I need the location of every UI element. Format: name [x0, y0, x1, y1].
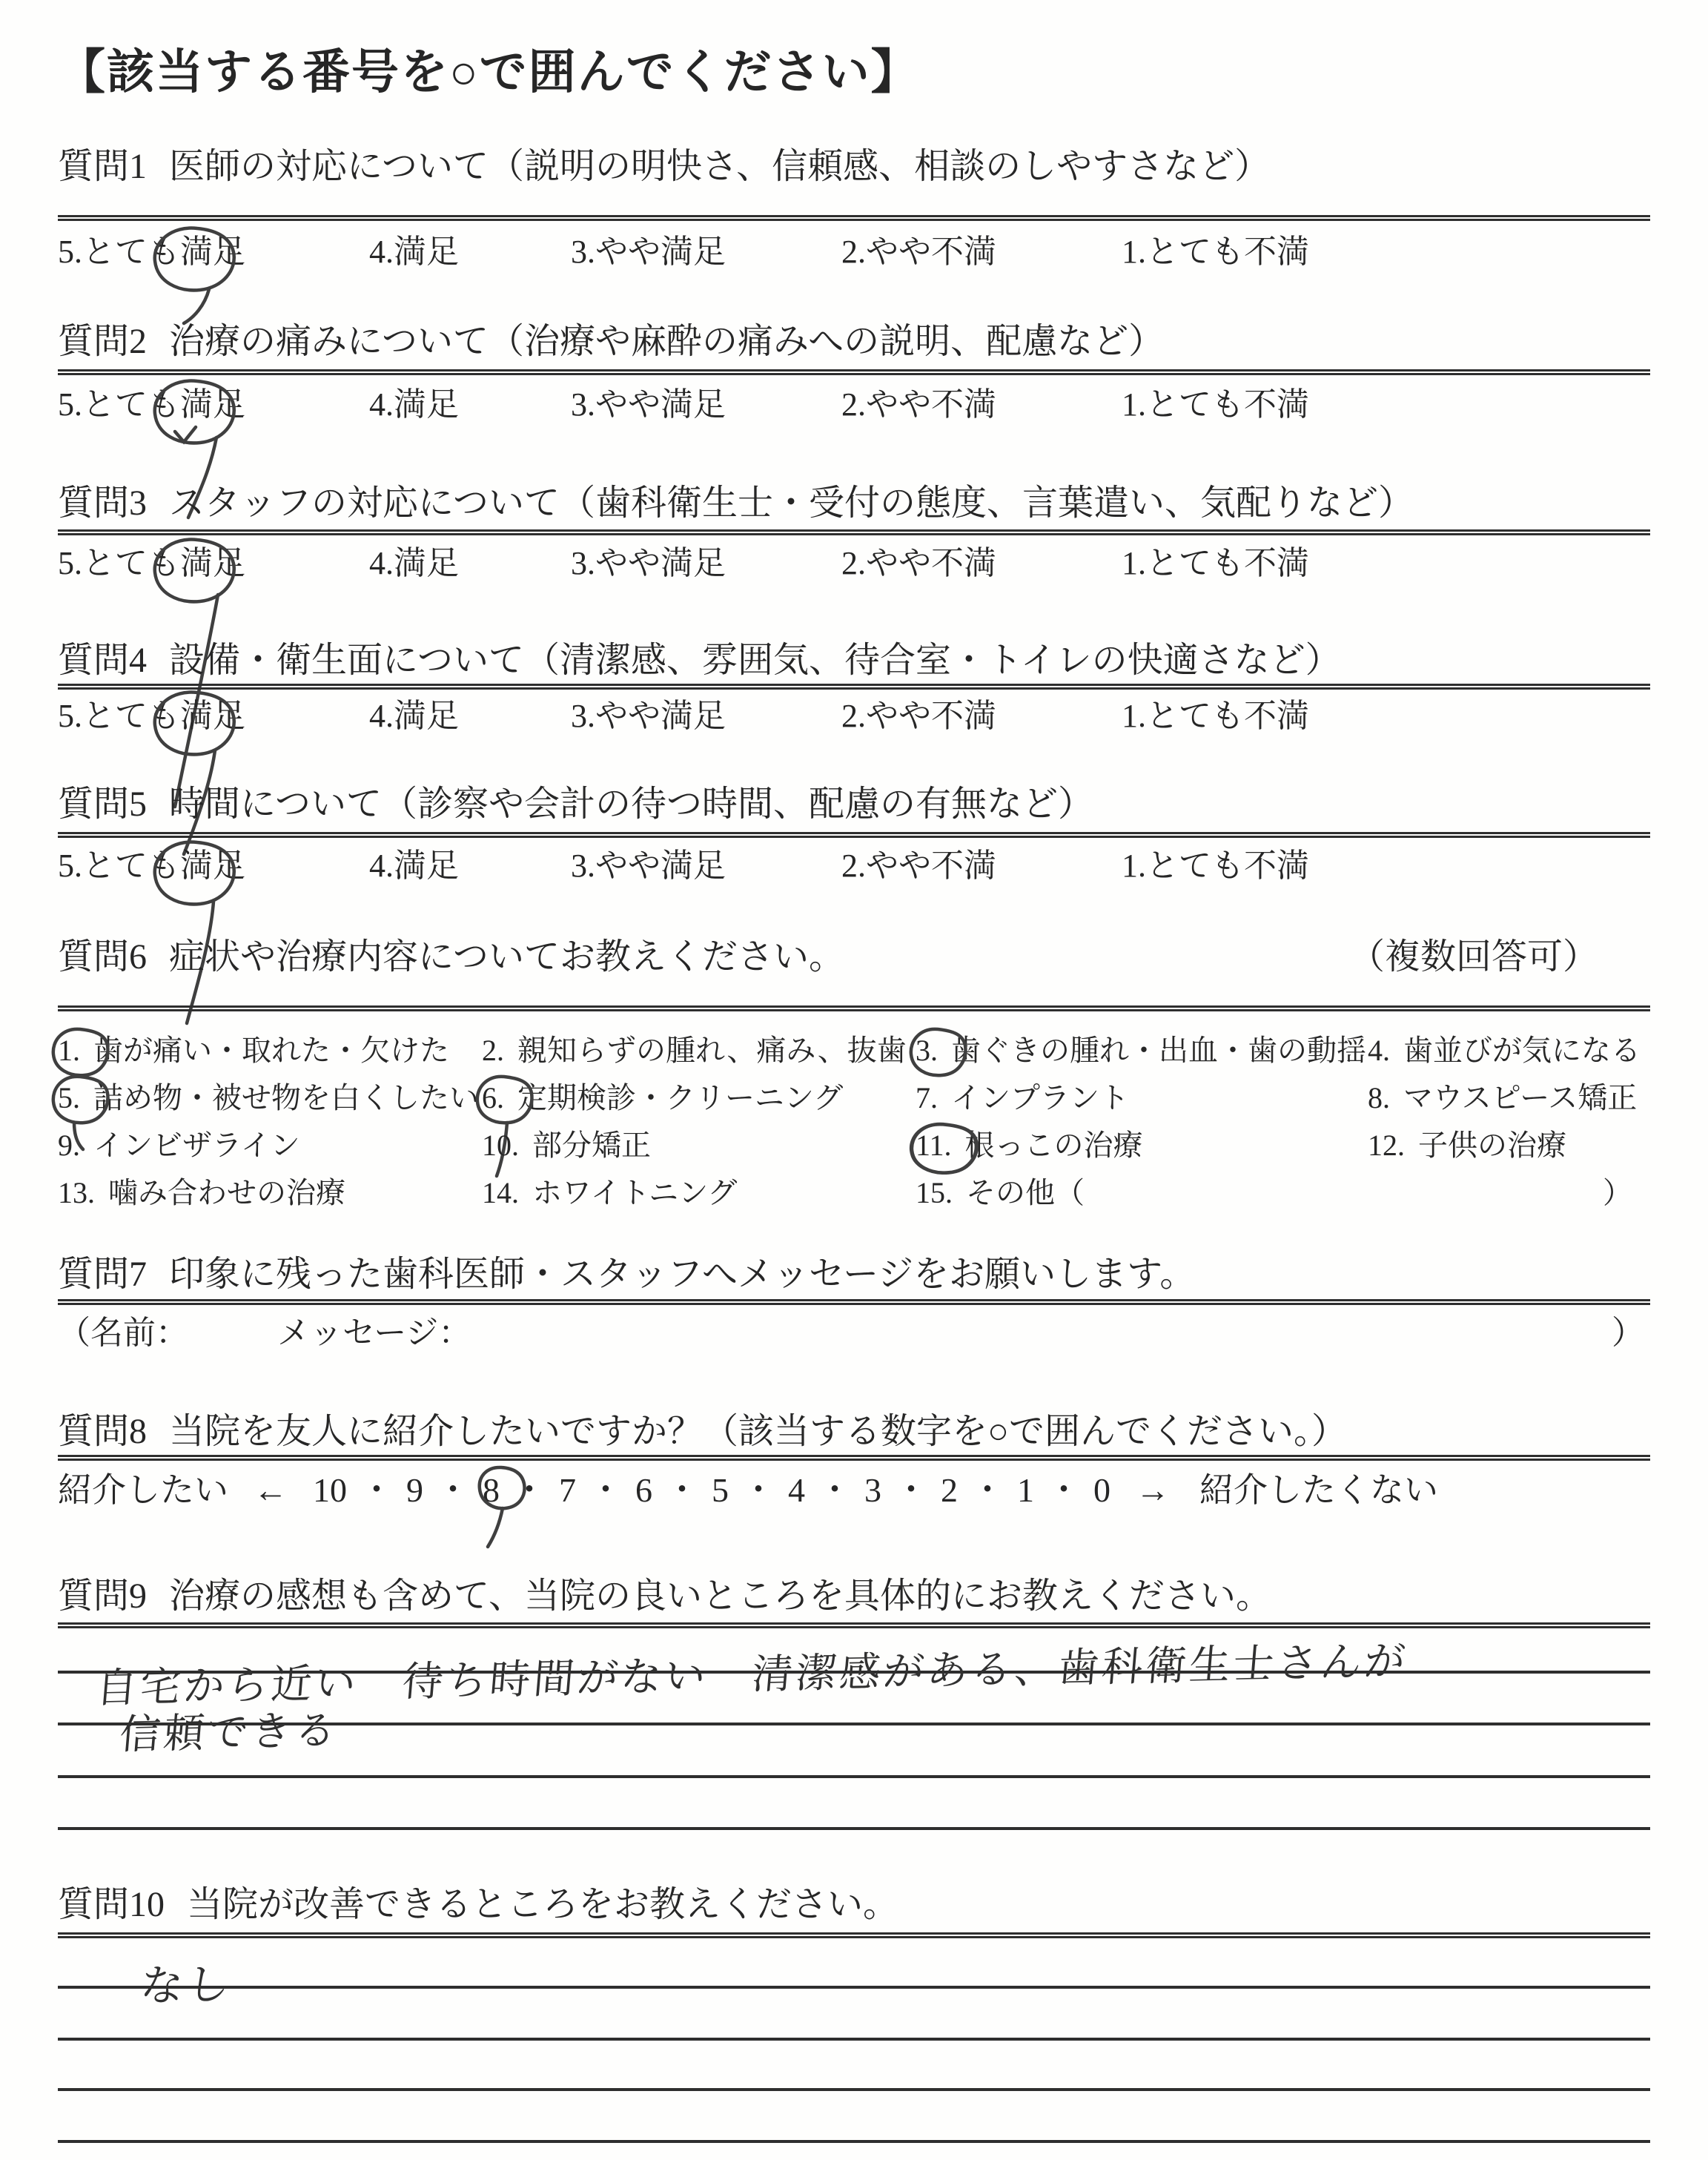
divider-rule [58, 832, 1650, 838]
item-label: 歯並びが気になる [1403, 1034, 1641, 1067]
question-9 [58, 1575, 1650, 1830]
question-1 [58, 145, 1650, 271]
item-number: 8. [1368, 1081, 1390, 1114]
q6-row-2 [58, 1080, 1650, 1117]
option-somewhat-dissatisfied: 2.やや不満 [841, 234, 996, 270]
question-3-title [58, 482, 1650, 525]
divider-rule [58, 369, 1650, 375]
name-label: （名前： [58, 1315, 188, 1351]
scale-separator: ・ [1047, 1471, 1081, 1509]
item-number: 3. [916, 1034, 938, 1067]
item-number: 13. [58, 1176, 95, 1209]
divider-rule [58, 684, 1650, 690]
question-2 [58, 320, 1650, 424]
scale-separator: ・ [436, 1471, 470, 1509]
item-number: 14. [482, 1176, 519, 1209]
question-number: 質問1 [58, 147, 148, 186]
option-label: 5.とても満足 [58, 698, 245, 734]
q10-answer-area [58, 1938, 1650, 2143]
item-label: 定期検診・クリーニング [517, 1081, 844, 1114]
question-text: 症状や治療内容についてお教えください。 [169, 937, 845, 977]
item-label: その他（ [966, 1176, 1085, 1209]
option-somewhat-dissatisfied: 2.やや不満 [841, 698, 996, 734]
scale-number-2: 2 [941, 1471, 958, 1509]
item-number: 9. [58, 1129, 80, 1162]
option-very-satisfied [58, 233, 369, 271]
question-number: 質問8 [58, 1412, 148, 1451]
item-label: 噛み合わせの治療 [108, 1176, 345, 1209]
item-number: 10. [482, 1129, 519, 1162]
scale-number-4: 4 [788, 1471, 805, 1509]
q9-answer-area [58, 1628, 1650, 1830]
handwritten-answer-line-1: 自宅から近い 待ち時間がない 清潔感がある、歯科衛生士さんが [94, 1636, 1411, 1712]
scale-separator: ・ [970, 1471, 1004, 1509]
question-text: 当院を友人に紹介したいですか？（該当する数字を○で囲んでください。） [169, 1412, 1348, 1451]
message-label: メッセージ： [277, 1315, 471, 1351]
scale-number-9: 9 [406, 1471, 423, 1509]
answer-line [58, 1938, 1650, 1989]
scale-number-label: 8 [483, 1471, 500, 1509]
scale-number-6: 6 [635, 1471, 652, 1509]
answer-line [58, 1778, 1650, 1830]
option-somewhat-satisfied: 3.やや満足 [571, 545, 726, 581]
question-7-title [58, 1253, 1650, 1296]
item-label: 親知らずの腫れ、痛み、抜歯 [517, 1034, 907, 1067]
option-somewhat-satisfied: 3.やや満足 [571, 848, 726, 884]
divider-rule [58, 1932, 1650, 1938]
scale-separator: ・ [589, 1471, 623, 1509]
question-2-title [58, 320, 1650, 363]
left-arrow-icon: ← [254, 1471, 288, 1509]
option-satisfied: 4.満足 [369, 234, 459, 270]
option-very-satisfied [58, 386, 369, 424]
option-very-satisfied [58, 544, 369, 583]
option-somewhat-dissatisfied: 2.やや不満 [841, 848, 996, 884]
rating-options-row [58, 847, 1650, 885]
question-text: 印象に残った歯科医師・スタッフへメッセージをお願いします。 [169, 1255, 1196, 1294]
q6-item-5 [58, 1080, 482, 1117]
option-very-dissatisfied: 1.とても不満 [1122, 386, 1309, 423]
scale-number-7: 7 [559, 1471, 576, 1509]
q6-item-15 [916, 1175, 1368, 1212]
question-number: 質問5 [58, 785, 148, 824]
scale-separator: ・ [741, 1471, 775, 1509]
question-number: 質問3 [58, 483, 148, 523]
option-somewhat-dissatisfied: 2.やや不満 [841, 545, 996, 581]
question-number: 質問9 [58, 1576, 148, 1616]
rating-options-row [58, 697, 1650, 736]
item-label: インビザライン [93, 1129, 300, 1162]
scale-right-label: 紹介したくない [1199, 1471, 1438, 1509]
question-6 [58, 936, 1650, 1212]
q6-item-11 [916, 1127, 1368, 1164]
scale-number-8 [483, 1470, 500, 1511]
question-10 [58, 1883, 1650, 2143]
q6-item-3 [916, 1032, 1368, 1069]
option-very-satisfied [58, 847, 369, 885]
question-4-title [58, 639, 1650, 682]
divider-rule [58, 1005, 1650, 1011]
question-9-title [58, 1575, 1650, 1618]
scale-separator: ・ [665, 1471, 699, 1509]
scale-left-label: 紹介したい [58, 1471, 228, 1509]
option-very-satisfied [58, 697, 369, 736]
q6-item-9 [58, 1127, 482, 1164]
item-label: 歯ぐきの腫れ・出血・歯の動揺 [951, 1034, 1366, 1067]
option-satisfied: 4.満足 [369, 386, 459, 423]
question-text: 設備・衛生面について（清潔感、雰囲気、待合室・トイレの快適さなど） [169, 641, 1341, 680]
q6-row-4 [58, 1175, 1650, 1212]
item-number: 4. [1368, 1034, 1390, 1067]
item-number: 1. [58, 1034, 80, 1067]
question-3 [58, 482, 1650, 583]
option-somewhat-satisfied: 3.やや満足 [571, 234, 726, 270]
scale-separator: ・ [818, 1471, 852, 1509]
page-title: 【該当する番号を○で囲んでください】 [58, 46, 920, 99]
option-very-dissatisfied: 1.とても不満 [1122, 545, 1309, 581]
option-label: 5.とても満足 [58, 545, 245, 581]
option-satisfied: 4.満足 [369, 698, 459, 734]
q6-item-14 [482, 1175, 916, 1212]
q6-item-8 [1368, 1080, 1650, 1117]
divider-rule [58, 215, 1650, 221]
option-very-dissatisfied: 1.とても不満 [1122, 234, 1309, 270]
item-label: 部分矯正 [532, 1129, 651, 1162]
handwritten-answer: なし [138, 1958, 235, 2012]
item-label: インプラント [951, 1081, 1129, 1114]
answer-line [58, 2091, 1650, 2143]
question-8-title [58, 1410, 1650, 1453]
item-label: 詰め物・被せ物を白くしたい [93, 1081, 479, 1114]
item-number: 2. [482, 1034, 504, 1067]
divider-rule [58, 1622, 1650, 1628]
item-number: 15. [916, 1176, 953, 1209]
item-label: 歯が痛い・取れた・欠けた [93, 1034, 449, 1067]
q6-item-6 [482, 1080, 916, 1117]
q6-item-4 [1368, 1032, 1650, 1069]
option-label: 5.とても満足 [58, 234, 245, 270]
question-5-title [58, 783, 1650, 826]
rating-options-row [58, 386, 1650, 424]
right-arrow-icon: → [1136, 1471, 1170, 1509]
option-somewhat-satisfied: 3.やや満足 [571, 698, 726, 734]
multiple-answers-note: （複数回答可） [1348, 937, 1598, 977]
item-label: 根っこの治療 [964, 1129, 1143, 1162]
question-text: 治療の痛みについて（治療や麻酔の痛みへの説明、配慮など） [169, 322, 1165, 361]
answer-line [58, 2041, 1650, 2091]
scale-number-1: 1 [1017, 1471, 1034, 1509]
question-4 [58, 639, 1650, 736]
scale-separator: ・ [894, 1471, 928, 1509]
rating-options-row [58, 544, 1650, 583]
close-paren: ） [1612, 1315, 1644, 1351]
question-number: 質問4 [58, 641, 148, 680]
question-text: 治療の感想も含めて、当院の良いところを具体的にお教えください。 [169, 1576, 1272, 1616]
option-satisfied: 4.満足 [369, 545, 459, 581]
q6-item-12 [1368, 1127, 1650, 1164]
answer-line [58, 1989, 1650, 2041]
question-text: 当院が改善できるところをお教えください。 [187, 1885, 899, 1924]
option-very-dissatisfied: 1.とても不満 [1122, 698, 1309, 734]
scale-number-10: 10 [313, 1471, 347, 1509]
item-label: ホワイトニング [532, 1176, 738, 1209]
option-label: 5.とても満足 [58, 848, 245, 884]
scale-number-3: 3 [864, 1471, 881, 1509]
divider-rule [58, 529, 1650, 535]
other-close-paren: ） [1603, 1176, 1632, 1209]
q6-row-1 [58, 1032, 1650, 1069]
question-10-title [58, 1883, 1650, 1926]
divider-rule [58, 1299, 1650, 1305]
item-label: 子供の治療 [1418, 1129, 1566, 1162]
question-text: 医師の対応について（説明の明快さ、信頼感、相談のしやすさなど） [169, 147, 1271, 186]
name-message-line [58, 1314, 1650, 1353]
q6-item-7 [916, 1080, 1368, 1117]
q6-item-1 [58, 1032, 482, 1069]
item-number: 11. [916, 1129, 952, 1162]
question-text: 時間について（診察や会計の待つ時間、配慮の有無など） [169, 785, 1094, 824]
scale-separator: ・ [512, 1471, 546, 1509]
q6-item-10 [482, 1127, 916, 1164]
divider-rule [58, 1455, 1650, 1461]
q6-item-13 [58, 1175, 482, 1212]
item-number: 5. [58, 1081, 80, 1114]
q6-row-3 [58, 1127, 1650, 1164]
scale-separator: ・ [360, 1471, 394, 1509]
item-number: 12. [1368, 1129, 1405, 1162]
option-label: 5.とても満足 [58, 386, 245, 423]
option-somewhat-dissatisfied: 2.やや不満 [841, 386, 996, 423]
handwritten-answer-line-2: 信頼できる [117, 1705, 341, 1759]
rating-options-row [58, 233, 1650, 271]
option-very-dissatisfied: 1.とても不満 [1122, 848, 1309, 884]
item-number: 7. [916, 1081, 938, 1114]
option-somewhat-satisfied: 3.やや満足 [571, 386, 726, 423]
item-number: 6. [482, 1081, 504, 1114]
nps-scale [58, 1470, 1650, 1511]
question-7 [58, 1253, 1650, 1353]
scale-number-0: 0 [1093, 1471, 1110, 1509]
question-number: 質問10 [58, 1885, 165, 1924]
question-5 [58, 783, 1650, 885]
scale-number-5: 5 [712, 1471, 729, 1509]
question-1-title [58, 145, 1650, 188]
q6-item-2 [482, 1032, 916, 1069]
question-8 [58, 1410, 1650, 1511]
item-label: マウスピース矯正 [1403, 1081, 1638, 1114]
question-number: 質問2 [58, 322, 148, 361]
option-satisfied: 4.満足 [369, 848, 459, 884]
question-text: スタッフの対応について（歯科衛生士・受付の態度、言葉遣い、気配りなど） [169, 483, 1414, 523]
question-number: 質問7 [58, 1255, 148, 1294]
question-6-title [58, 936, 1650, 979]
question-number: 質問6 [58, 937, 148, 977]
